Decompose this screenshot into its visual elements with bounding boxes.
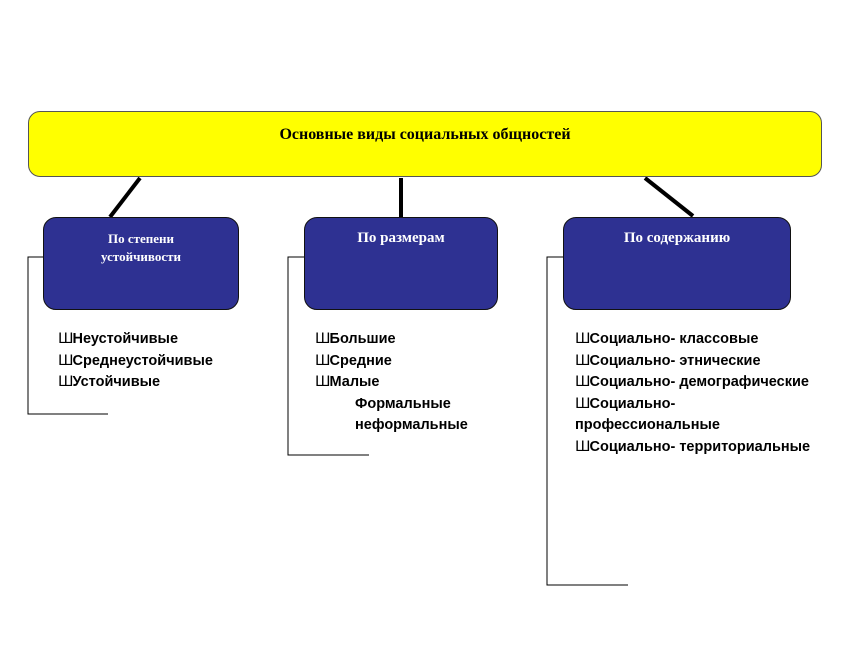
list-item-text: Неустойчивые [72,331,179,347]
list-item [575,329,810,351]
list-item [58,351,213,373]
root-title: Основные виды социальных общностей [279,126,571,143]
stability-list [58,329,213,394]
bullet-marker: Ш [315,352,325,369]
content-list [575,329,810,458]
bullet-marker: Ш [575,331,585,347]
category-content [563,217,791,310]
list-item-text: Социально- [589,395,676,412]
bullet-marker: Ш [575,352,585,369]
list-item [575,394,810,416]
list-item-text: Среднеустойчивые [72,352,213,369]
category-content-title: По содержанию [623,230,731,246]
list-item-text: Малые [329,374,380,390]
list-item-continuation: профессиональные [575,417,720,433]
list-item-text: Социально- этнические [589,352,761,369]
bullet-marker: Ш [575,438,585,455]
category-stability-title-line-2: устойчивости [101,249,181,264]
bullet-marker: Ш [315,374,325,390]
category-size-title: По размерам [357,230,445,246]
connector-root-to-stability [110,178,140,217]
list-item-text: Большие [329,331,396,347]
list-item [315,372,468,394]
size-list [315,329,468,437]
list-item [58,329,213,351]
category-stability-title-line-1: По степени [107,231,175,246]
bullet-marker: Ш [575,395,585,412]
list-item [575,437,810,459]
list-item [315,329,468,351]
category-stability [43,217,239,310]
bullet-marker: Ш [58,374,68,390]
list-item-text: Средние [329,352,392,369]
list-sub-item: Формальные [355,395,451,412]
list-item [58,372,213,394]
list-item [575,351,810,373]
root-node [28,111,822,177]
list-item-text: Социально- территориальные [589,438,811,455]
bullet-marker: Ш [58,331,68,347]
list-item [575,372,810,394]
list-item-text: Социально- классовые [589,331,759,347]
list-item [315,351,468,373]
bullet-marker: Ш [315,331,325,347]
bullet-marker: Ш [575,374,585,390]
list-item-text: Социально- демографические [589,374,809,390]
connector-root-to-content [645,178,693,216]
bullet-marker: Ш [58,352,68,369]
list-item-text: Устойчивые [72,374,161,390]
list-sub-item: неформальные [355,417,468,433]
category-size [304,217,498,310]
